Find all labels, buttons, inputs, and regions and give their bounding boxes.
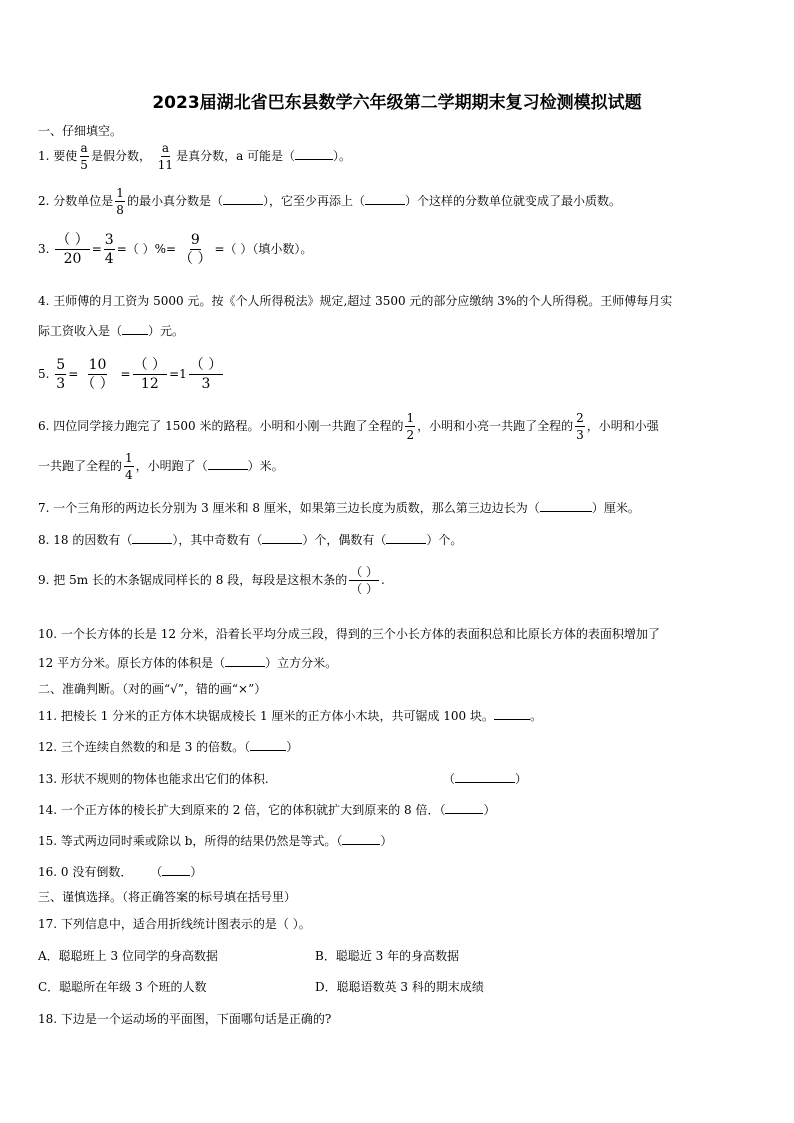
question-3: 3. $\frac{( )}{20}$ = $\frac{3}{4}$ =（ ）%= $\frac{9}{( )}$ =（ ）（填小数）。 [38, 232, 313, 267]
option-d[interactable]: D．聪聪语数英 3 科的期末成绩 [315, 980, 484, 994]
question-8: 8. 18 的因数有（ ），其中奇数有（ ）个，偶数有（ ）个。 [38, 533, 463, 547]
fraction-blank-over-3: $\frac{( )}{3}$ [189, 357, 223, 392]
question-1: 1. 要使 $\frac{a}{5}$ 是假分数， $\frac{a}{11}$ 是真分数，a 可能是（ ）。 [38, 141, 352, 172]
question-number: 9. [38, 573, 50, 587]
fraction-1-over-8: $\frac{1}{8}$ [116, 186, 124, 217]
answer-blank[interactable] [162, 875, 190, 876]
question-4-line-1: 4. 王师傅的月工资为 5000 元。按《个人所得税法》规定,超过 3500 元的部分应缴纳 3%的个人所得税。王师傅每月实 [38, 294, 673, 308]
question-9: 9. 把 5m 长的木条锯成同样长的 8 段，每段是这根木条的 $\frac{( )}{( )}$ . [38, 565, 385, 596]
answer-blank[interactable] [262, 543, 302, 544]
question-10-line-1: 10. 一个长方体的长是 12 分米，沿着长平均分成三段，得到的三个小长方体的表面积总和比原长方体的表面积增加了 [38, 627, 660, 641]
question-4-line-2: 际工资收入是（ ）元。 [38, 324, 185, 338]
question-16: 16. 0 没有倒数． （ ） [38, 865, 203, 879]
fraction-1-over-2: $\frac{1}{2}$ [406, 411, 415, 442]
question-17: 17. 下列信息中，适合用折线统计图表示的是（ ）。 [38, 917, 311, 931]
fraction-2-over-3: $\frac{2}{3}$ [576, 411, 584, 442]
answer-blank[interactable] [386, 543, 426, 544]
answer-blank[interactable] [342, 844, 380, 845]
question-number: 11. [38, 709, 58, 723]
question-number: 10. [38, 627, 58, 641]
answer-blank[interactable] [223, 204, 263, 205]
fraction-5-over-3: $\frac{5}{3}$ [56, 357, 66, 392]
fraction-10-over-blank: $\frac{10}{( )}$ [81, 357, 114, 392]
answer-blank[interactable] [122, 334, 148, 335]
option-c[interactable]: C．聪聪所在年级 3 个班的人数 [38, 980, 207, 994]
section-2-heading: 二、准确判断。（对的画“√”，错的画“×”） [38, 682, 267, 696]
page-title: 2023届湖北省巴东县数学六年级第二学期期末复习检测模拟试题 [152, 93, 642, 113]
question-number: 6. [38, 419, 50, 433]
question-number: 12. [38, 740, 58, 754]
option-b[interactable]: B．聪聪近 3 年的身高数据 [315, 949, 460, 963]
question-13-answer: （ ） [443, 772, 528, 786]
question-number: 1. [38, 149, 50, 163]
question-number: 14. [38, 803, 58, 817]
question-number: 17. [38, 917, 58, 931]
question-number: 16. [38, 865, 58, 879]
question-number: 18. [38, 1012, 58, 1026]
question-13: 13. 形状不规则的物体也能求出它们的体积. [38, 772, 269, 786]
answer-blank[interactable] [132, 543, 172, 544]
answer-blank[interactable] [295, 159, 333, 160]
question-12: 12. 三个连续自然数的和是 3 的倍数。（ ） [38, 740, 299, 754]
question-10-line-2: 12 平方分米。原长方体的体积是（ ）立方分米。 [38, 656, 338, 670]
question-6-line-1: 6. 四位同学接力跑完了 1500 米的路程。小明和小刚一共跑了全程的 $\frac{1}{2}$ ，小明和小亮一共跑了全程的 $\frac{2}{3}$ ，小明和小强 [38, 411, 659, 442]
question-15: 15. 等式两边同时乘或除以 b，所得的结果仍然是等式。（ ） [38, 834, 393, 848]
answer-blank[interactable] [208, 469, 248, 470]
answer-blank[interactable] [365, 204, 405, 205]
question-18: 18. 下边是一个运动场的平面图，下面哪句话是正确的? [38, 1012, 332, 1026]
question-number: 13. [38, 772, 58, 786]
answer-blank[interactable] [540, 511, 592, 512]
answer-blank[interactable] [455, 782, 515, 783]
fraction-9-over-blank: $\frac{9}{( )}$ [179, 232, 212, 267]
answer-blank[interactable] [445, 813, 483, 814]
question-number: 3. [38, 242, 50, 256]
answer-blank[interactable] [225, 666, 265, 667]
section-1-heading: 一、仔细填空。 [38, 124, 123, 138]
question-number: 15. [38, 834, 58, 848]
question-number: 8. [38, 533, 50, 547]
question-number: 5. [38, 367, 50, 381]
option-a[interactable]: A．聪聪班上 3 位同学的身高数据 [38, 949, 218, 963]
question-6-line-2: 一共跑了全程的 $\frac{1}{4}$ ，小明跑了（ ）米。 [38, 451, 284, 482]
section-3-heading: 三、谨慎选择。（将正确答案的标号填在括号里） [38, 890, 297, 904]
question-number: 4. [38, 294, 50, 308]
question-2: 2. 分数单位是 $\frac{1}{8}$ 的最小真分数是（ ），它至少再添上（ ）个这样的分数单位就变成了最小质数。 [38, 186, 621, 217]
fraction-blank-over-12: $\frac{( )}{12}$ [133, 357, 167, 392]
fraction-a-over-5: $\frac{a}{5}$ [80, 141, 88, 172]
fraction-1-over-4: $\frac{1}{4}$ [125, 451, 133, 482]
fraction-3-over-4: $\frac{3}{4}$ [104, 232, 114, 267]
question-number: 2. [38, 194, 50, 208]
fraction-blank-over-blank: $\frac{( )}{( )}$ [350, 565, 379, 596]
question-14: 14. 一个正方体的棱长扩大到原来的 2 倍，它的体积就扩大到原来的 8 倍．（ ） [38, 803, 496, 817]
answer-blank[interactable] [250, 750, 286, 751]
answer-blank[interactable] [494, 719, 530, 720]
fraction-blank-over-20: $\frac{( )}{20}$ [56, 232, 89, 267]
fraction-a-over-11: $\frac{a}{11}$ [157, 141, 174, 172]
question-11: 11. 把棱长 1 分米的正方体木块锯成棱长 1 厘米的正方体小木块，共可锯成 100 块。 。 [38, 709, 543, 723]
question-number: 7. [38, 501, 50, 515]
question-5: 5. $\frac{5}{3}$ = $\frac{10}{( )}$ = $\frac{( )}{12}$ =1 $\frac{( )}{3}$ [38, 357, 223, 392]
question-7: 7. 一个三角形的两边长分别为 3 厘米和 8 厘米，如果第三边长度为质数，那么第三边边长为（ ）厘米。 [38, 501, 640, 515]
